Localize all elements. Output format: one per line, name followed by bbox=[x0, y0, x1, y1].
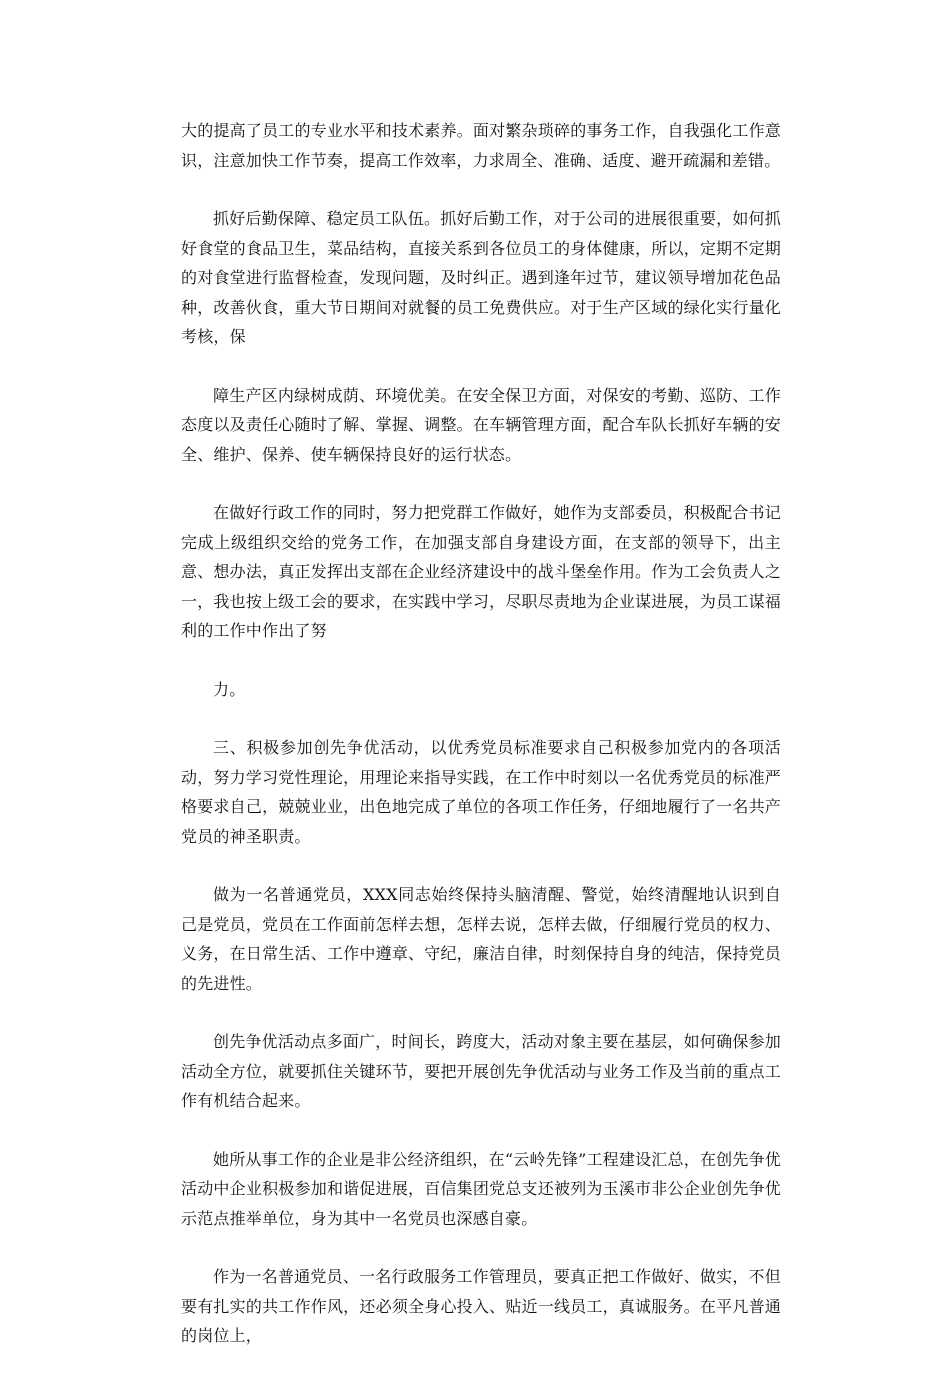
paragraph: 抓好后勤保障、稳定员工队伍。抓好后勤工作，对于公司的进展很重要，如何抓好食堂的食品卫生，菜品结构，直接关系到各位员工的身体健康，所以，定期不定期的对食堂进行监督检查，发现问题，及时纠正。遇到逢年过节，建议领导增加花色品种，改善伙食，重大节日期间对就餐的员工免费供应。对于生产区域的绿化实行量化考核，保 bbox=[181, 209, 781, 346]
paragraph: 她所从事工作的企业是非公经济组织，在“云岭先锋”工程建设汇总，在创先争优活动中企业积极参加和谐促进展，百信集团党总支还被列为玉溪市非公企业创先争优示范点推举单位，身为其中一名党员也深感自豪。 bbox=[181, 1149, 781, 1228]
paragraph: 创先争优活动点多面广，时间长，跨度大，活动对象主要在基层，如何确保参加活动全方位，就要抓住关键环节，要把开展创先争优活动与业务工作及当前的重点工作有机结合起来。 bbox=[181, 1032, 781, 1110]
paragraph: 大的提高了员工的专业水平和技术素养。面对繁杂琐碎的事务工作，自我强化工作意识，注意加快工作节奏，提高工作效率，力求周全、准确、适度、避开疏漏和差错。 bbox=[181, 121, 781, 170]
paragraph: 三、积极参加创先争优活动，以优秀党员标准要求自己积极参加党内的各项活动，努力学习党性理论，用理论来指导实践，在工作中时刻以一名优秀党员的标准严格要求自己，兢兢业业，出色地完成了单位的各项工作任务，仔细地履行了一名共产党员的神圣职责。 bbox=[181, 738, 781, 846]
document-body bbox=[181, 116, 781, 1380]
paragraph: 作为一名普通党员、一名行政服务工作管理员，要真正把工作做好、做实，不但要有扎实的共工作作风，还必须全身心投入、贴近一线员工，真诚服务。在平凡普通的岗位上， bbox=[181, 1267, 781, 1345]
paragraph: 障生产区内绿树成荫、环境优美。在安全保卫方面，对保安的考勤、巡防、工作态度以及责任心随时了解、掌握、调整。在车辆管理方面，配合车队长抓好车辆的安全、维护、保养、使车辆保持良好的运行状态。 bbox=[181, 385, 781, 464]
paragraph: 做为一名普通党员，XXX同志始终保持头脑清醒、警觉，始终清醒地认识到自己是党员，党员在工作面前怎样去想，怎样去说，怎样去做，仔细履行党员的权力、义务，在日常生活、工作中遵章、守纪，廉洁自律，时刻保持自身的纯洁，保持党员的先进性。 bbox=[181, 885, 781, 993]
paragraph: 在做好行政工作的同时，努力把党群工作做好，她作为支部委员，积极配合书记完成上级组织交给的党务工作，在加强支部自身建设方面，在支部的领导下，出主意、想办法，真正发挥出支部在企业经济建设中的战斗堡垒作用。作为工会负责人之一，我也按上级工会的要求，在实践中学习，尽职尽责地为企业谋进展，为员工谋福利的工作中作出了努 bbox=[181, 503, 781, 640]
paragraph: 力。 bbox=[213, 679, 246, 699]
